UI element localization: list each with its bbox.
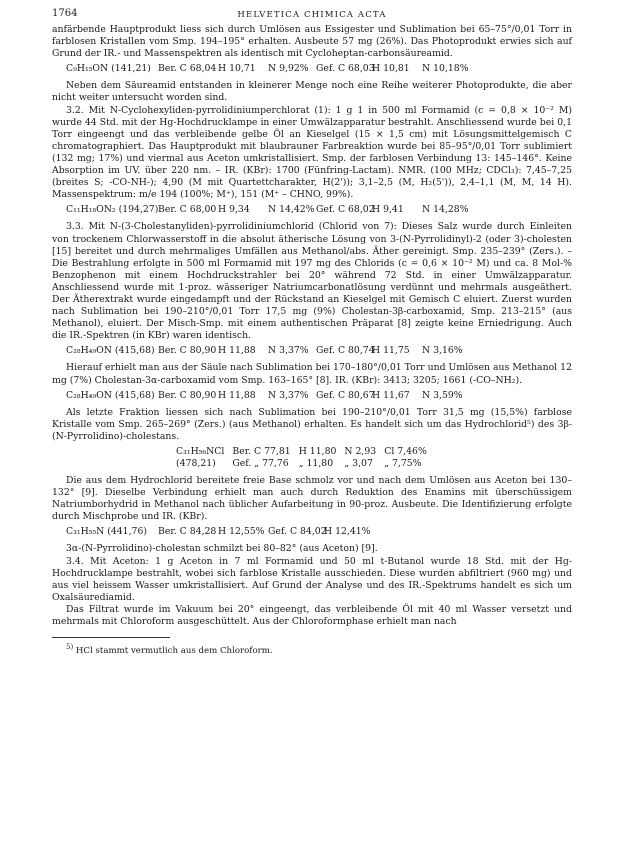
found-n: N 3,59% [422,389,463,401]
calc-cl: Cl 7,46% [384,446,427,457]
footnote-rule [52,637,170,638]
formula: C₁₁H₁₈ON₂ (194,27) [66,204,159,216]
calc-h: H 10,71 [218,63,256,75]
page-number: 1764 [52,8,78,19]
paragraph: Neben dem Säureamid entstanden in kleinerer Menge noch eine Reihe weiterer Photoprodukte, die aber nicht weiter untersucht worden sind. [52,80,572,104]
found-h: H 9,41 [372,204,404,216]
found-c: Gef. C 68,02 [316,204,375,216]
found-n: N 14,28% [422,204,469,216]
elemental-analysis-table [176,446,435,470]
paragraph: 3α-(N-Pyrrolidino)-cholestan schmilzt bei 80–82° (aus Aceton) [9]. [66,543,378,555]
calc-n: N 3,37% [268,345,309,357]
paragraph: Das Filtrat wurde im Vakuum bei 20° eingeengt, das verbleibende Öl mit 40 ml Wasser versetzt und mehrmals mit Chloroform ausgeschüttelt. Aus der Chloroformphase erhielt man nach [52,603,572,628]
calc-h: H 11,88 [218,389,256,401]
found-h: „ 11,80 [298,458,334,469]
found-h: H 10,81 [372,63,410,75]
analysis-row-calculated [176,446,435,458]
journal-title: HELVETICA CHIMICA ACTA [237,10,387,20]
found-n: N 3,16% [422,345,463,357]
calc-n: N 9,92% [268,63,309,75]
footnote-text: HCl stammt vermutlich aus dem Chloroform. [75,645,273,656]
found-n: „ 3,07 [344,458,373,469]
calc-h: H 9,34 [218,204,250,216]
molar-mass: (478,21) [176,458,216,469]
formula: C₂₈H₄₉ON (415,68) [66,389,155,401]
calc-n: N 2,93 [344,446,377,457]
formula: C₃₁H₅₆NCl [176,446,225,457]
found-h: H 11,75 [372,345,410,357]
found-c: Gef. C 80,74 [316,345,375,357]
found-h: H 11,67 [372,389,410,401]
paragraph: Die aus dem Hydrochlorid bereitete freie Base schmolz vor und nach dem Umlösen aus Aceton bei 130–132° [9]. Dieselbe Verbindung erhielt man auch durch Reduktion des Enamins mit überschüssigem Natriumborhydrid in Methanol nach üblicher Aufarbeitung in 90-proz. Ausbeute. Die Identifizierung erfolgte durch Mischprobe und IR. (KBr). [52,475,572,523]
elemental-analysis [66,390,572,402]
elemental-analysis [66,204,572,216]
elemental-analysis [66,63,572,75]
found-cl: „ 7,75% [384,458,422,469]
paragraph: Hierauf erhielt man aus der Säule nach Sublimation bei 170–180°/0,01 Torr und Umlösen aus Methanol 12 mg (7%) Cholestan-3α-carboxamid vom Smp. 163–165° [8]. IR. (KBr): 3413; 3205; 1661 (-CO–NH₂). [52,362,572,386]
found-c: Gef. C 84,02 [268,526,327,538]
formula: C₉H₁₅ON (141,21) [66,63,151,75]
paragraph: Als letzte Fraktion liessen sich nach Sublimation bei 190–210°/0,01 Torr 31,5 mg (15,5%) farblose Kristalle vom Smp. 265–269° (Zers.) (aus Methanol) erhalten. Es handelt sich um das Hydrochlorid⁵) des 3β-(N-Pyrrolidino)-cholestans. [52,406,572,442]
found-c: Gef. C 80,67 [316,389,375,401]
calc-h: H 12,55% [218,526,265,538]
calc-c: Ber. C 77,81 [232,446,291,457]
paragraph: 3.2. Mit N-Cyclohexyliden-pyrrolidiniumperchlorat (1): 1 g 1 in 500 ml Formamid (c = 0,8 × 10⁻² M) wurde 44 Std. mit der Hg-Hochdrucklampe in einer Umwälzapparatur bestrahlt. Anschliessend wurde bei 0,1 Torr eingeengt und das verbleibende gelbe Öl an Kieselgel (15 × 1,5 cm) mit Lösungsmittelgemisch C chromatographiert. Das Hauptprodukt mit blaubrauner Farbreaktion wurde bei 85–95°/0,01 Torr sublimiert (132 mg; 17%) und viermal aus Aceton umkristallisiert. Smp. der farblosen Verbindung 13: 145–146°. Keine Absorption im UV. über 220 nm. – IR. (KBr): 1700 (Fünfring-Lactam). NMR. (100 MHz; CDCl₃): 7,45–7,25 (breites S; -CO-NH-); 4,90 (M mit Quartettcharakter, H(2')); 3,1–2,5 (M, H₂(5')), 2,4–1,1 (M, M, 14 H). Massenspektrum: m/e 194 (100%; M⁺), 151 (M⁺ – CHNO, 99%). [52,104,572,201]
found-h: H 12,41% [324,526,371,538]
footnote-mark: 5) [66,643,74,652]
paragraph: anfärbende Hauptprodukt liess sich durch Umlösen aus Essigester und Sublimation bei 65–75°/0,01 Torr in farblosen Kristallen vom Smp. 194–195° erhalten. Ausbeute 57 mg (26%). Das Photoprodukt erwies sich auf Grund der IR.- und Massenspektren als identisch mit Cycloheptan-carbonsäureamid. [52,24,572,60]
calc-c: Ber. C 68,04 [158,63,217,75]
footnote [52,641,572,657]
elemental-analysis [66,345,572,357]
calc-c: Ber. C 68,00 [158,204,217,216]
formula: C₃₁H₅₅N (441,76) [66,526,148,538]
calc-c: Ber. C 84,28 [158,526,217,538]
calc-h: H 11,80 [298,446,337,457]
calc-c: Ber. C 80,90 [158,389,217,401]
calc-n: N 3,37% [268,389,309,401]
analysis-row-found [176,458,435,470]
calc-c: Ber. C 80,90 [158,345,217,357]
calc-n: N 14,42% [268,204,315,216]
elemental-analysis [66,526,572,538]
found-n: N 10,18% [422,63,469,75]
page-header [52,8,572,24]
found-c: Gef. C 68,03 [316,63,375,75]
found-c: Gef. „ 77,76 [232,458,289,469]
paragraph: 3.3. Mit N-(3-Cholestanyliden)-pyrrolidiniumchlorid (Chlorid von 7): Dieses Salz wurde durch Einleiten von trockenem Chlorwasserstoff in die absolut ätherische Lösung von 3-(N-Pyrrolidinyl)-2 (oder 3)-cholesten [15] bereitet und durch mehrmaliges Umfällen aus Methanol/abs. Äther gereinigt. Smp. 235–239° (Zers.). – Die Bestrahlung erfolgte in 500 ml Formamid mit 197 mg des Chlorids (c = 0,6 × 10⁻² M) und ca. 8 Mol-% Benzophenon mit einem Hochdruckstrahler bei 20° während 72 Std. in einer Umwälzapparatur. Anschliessend wurde mit 1-proz. wässeriger Natriumcarbonatlösung verdünnt und mehrmals ausgeäthert. Der Ätherextrakt wurde eingedampft und der Rückstand an Kieselgel mit Gemisch C eluiert. Zuerst wurden nach Sublimation bei 190–210°/0,01 Torr 17,5 mg (9%) Cholestan-3β-carboxamid, Smp. 213–215° (aus Methanol), eluiert. Der Misch-Smp. mit einem authentischen Präparat [8] zeigte keine Erniedrigung. Auch die IR.-Spektren (in KBr) waren identisch. [52,221,572,342]
formula: C₂₈H₄₉ON (415,68) [66,345,155,357]
calc-h: H 11,88 [218,345,256,357]
paragraph: 3.4. Mit Aceton: 1 g Aceton in 7 ml Formamid und 50 ml t-Butanol wurde 18 Std. mit der Hg-Hochdrucklampe bestrahlt, wobei sich farblose Kristalle ausschieden. Diese wurden abfiltriert (960 mg) und aus viel heissem Wasser umkristallisiert. Auf Grund der Analyse und des IR.-Spektrums handelt es sich um Oxalsäurediamid. [52,555,572,603]
